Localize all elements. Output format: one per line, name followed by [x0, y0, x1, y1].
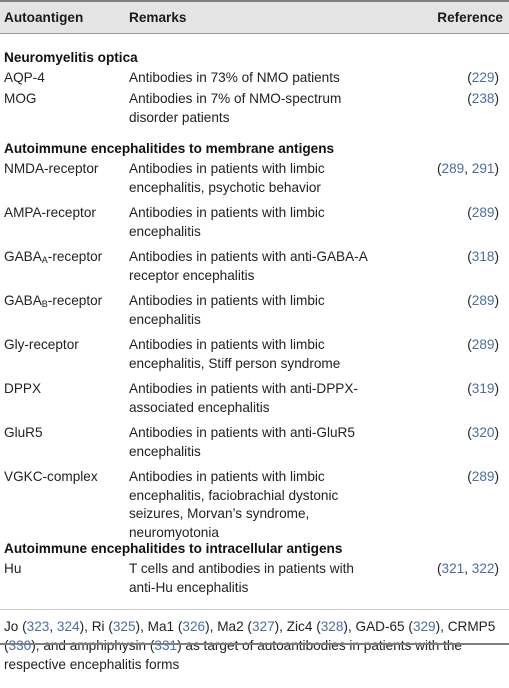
antigen-cell	[4, 248, 128, 267]
table-row	[0, 248, 509, 292]
reference-link[interactable]: 331	[154, 638, 177, 653]
reference-link[interactable]: 327	[252, 619, 275, 634]
column-header-autoantigen: Autoantigen	[4, 10, 83, 25]
reference-link[interactable]: 319	[472, 381, 495, 396]
reference-link[interactable]: 289	[472, 469, 495, 484]
remarks-cell: Antibodies in patients with limbic encephalitis	[129, 204, 369, 241]
column-header-reference: Reference	[437, 10, 503, 25]
antigen-suffix: -receptor	[48, 293, 102, 308]
table-row	[0, 424, 509, 468]
reference-link[interactable]: 324	[57, 619, 80, 634]
reference-link[interactable]: 330	[9, 638, 32, 653]
table-row	[0, 204, 509, 248]
antigen-cell: AQP-4	[4, 69, 128, 88]
remarks-cell: Antibodies in 73% of NMO patients	[129, 69, 369, 88]
antigen-suffix: -receptor	[48, 249, 102, 264]
reference-cell: (289)	[467, 292, 499, 311]
reference-cell: (319)	[467, 380, 499, 399]
table-row	[0, 292, 509, 336]
reference-cell: (238)	[467, 90, 499, 109]
antigen-cell: AMPA-receptor	[4, 204, 128, 223]
table-header	[0, 0, 509, 34]
note-text: as target of autoantibodies in patients with the respective encephalitis forms	[4, 638, 462, 672]
note-antigen: and amphiphysin	[43, 638, 146, 653]
remarks-cell: T cells and antibodies in patients with anti-Hu encephalitis	[129, 560, 369, 597]
reference-link[interactable]: 326	[182, 619, 205, 634]
table-row	[0, 468, 509, 532]
reference-link[interactable]: 291	[472, 161, 495, 176]
note-antigen: CRMP5	[448, 619, 496, 634]
reference-cell: (318)	[467, 248, 499, 267]
note-antigen: Ma2	[217, 619, 243, 634]
reference-cell: (229)	[467, 69, 499, 88]
antigen-cell	[4, 292, 128, 311]
table-row	[0, 380, 509, 424]
reference-cell: (321, 322)	[437, 560, 499, 579]
note-antigen: Jo	[4, 619, 18, 634]
table-row	[0, 69, 509, 90]
reference-link[interactable]: 322	[472, 561, 495, 576]
table-row	[0, 336, 509, 380]
remarks-cell: Antibodies in patients with limbic encephalitis, faciobrachial dystonic seizures, Morvan’s syndrome, neuromyotonia	[129, 468, 379, 542]
note-antigen: Ri	[92, 619, 105, 634]
antigen-subscript: B	[42, 299, 48, 309]
reference-link[interactable]: 320	[472, 425, 495, 440]
section-title-intracellular: Autoimmune encephalitides to intracellular antigens	[0, 538, 509, 560]
reference-cell: (289, 291)	[437, 160, 499, 179]
reference-link[interactable]: 229	[472, 70, 495, 85]
antigen-cell: NMDA-receptor	[4, 160, 128, 179]
reference-link[interactable]: 318	[472, 249, 495, 264]
reference-cell: (320)	[467, 424, 499, 443]
reference-cell: (289)	[467, 336, 499, 355]
antigen-cell: Hu	[4, 560, 128, 579]
reference-link[interactable]: 289	[472, 337, 495, 352]
column-header-remarks: Remarks	[129, 10, 186, 25]
antigen-cell: MOG	[4, 90, 128, 109]
table-row	[0, 160, 509, 204]
antigen-cell: GluR5	[4, 424, 128, 443]
antigen-cell: DPPX	[4, 380, 128, 399]
remarks-cell: Antibodies in patients with anti-GABA-A receptor encephalitis	[129, 248, 369, 285]
note-antigen: GAD-65	[356, 619, 405, 634]
reference-link[interactable]: 238	[472, 91, 495, 106]
reference-link[interactable]: 321	[442, 561, 465, 576]
reference-cell: (289)	[467, 468, 499, 487]
bottom-rule	[0, 640, 509, 645]
table-footnote: Jo (323, 324), Ri (325), Ma1 (326), Ma2 (327), Zic4 (328), GAD-65 (329), CRMP5 (330), and amphiphysin (331) as target of autoantibodies in patients with the respective encephalitis forms	[0, 609, 509, 688]
reference-link[interactable]: 325	[113, 619, 136, 634]
reference-link[interactable]: 289	[472, 205, 495, 220]
table-row	[0, 90, 509, 130]
section-title-membrane: Autoimmune encephalitides to membrane antigens	[0, 138, 509, 160]
remarks-cell: Antibodies in patients with limbic encephalitis	[129, 292, 369, 329]
reference-link[interactable]: 289	[472, 293, 495, 308]
antigen-cell: Gly-receptor	[4, 336, 128, 355]
reference-link[interactable]: 329	[413, 619, 436, 634]
remarks-cell: Antibodies in 7% of NMO-spectrum disorder patients	[129, 90, 369, 127]
reference-link[interactable]: 328	[321, 619, 344, 634]
reference-link[interactable]: 323	[27, 619, 50, 634]
section-title-nmo: Neuromyelitis optica	[0, 47, 509, 69]
remarks-cell: Antibodies in patients with limbic encephalitis, Stiff person syndrome	[129, 336, 369, 373]
antigen-subscript: A	[42, 255, 48, 265]
table-row	[0, 560, 509, 600]
remarks-cell: Antibodies in patients with limbic encephalitis, psychotic behavior	[129, 160, 369, 197]
antigen-base: GABA	[4, 249, 42, 264]
remarks-cell: Antibodies in patients with anti-DPPX-associated encephalitis	[129, 380, 369, 417]
antigen-base: GABA	[4, 293, 42, 308]
reference-link[interactable]: 289	[442, 161, 465, 176]
remarks-cell: Antibodies in patients with anti-GluR5 encephalitis	[129, 424, 369, 461]
antigen-cell: VGKC-complex	[4, 468, 128, 487]
note-antigen: Ma1	[148, 619, 174, 634]
note-antigen: Zic4	[287, 619, 313, 634]
reference-cell: (289)	[467, 204, 499, 223]
